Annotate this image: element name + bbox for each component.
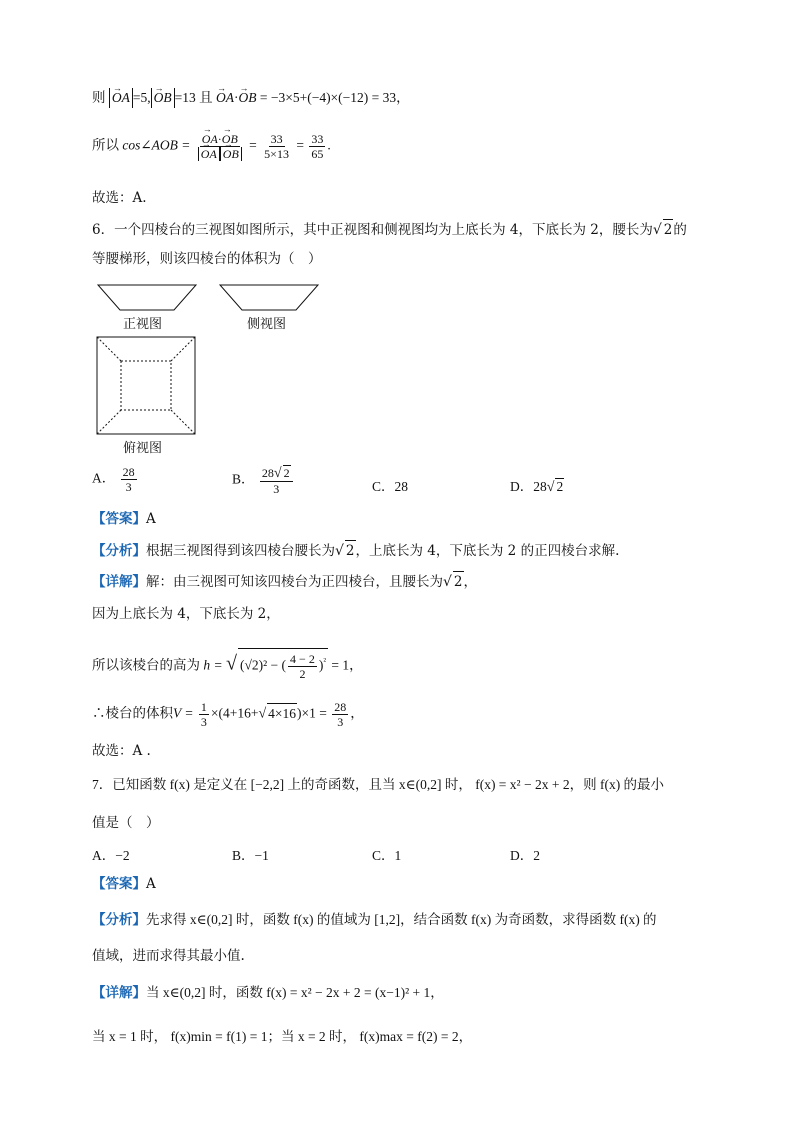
q7-choice-c[interactable]: C．1 — [372, 848, 402, 863]
text-value: =13 — [174, 90, 196, 105]
question-text-end: 的 — [673, 222, 687, 238]
q6-choice-b[interactable]: B． $\frac{28√ 2}{3}$ — [232, 465, 295, 496]
q6-choice-d[interactable]: D．28√ 2 — [510, 479, 564, 495]
front-view-label: 正视图 — [123, 317, 163, 332]
cosine-value-fraction: $\frac{33}{5\times 13}$ — [264, 132, 289, 161]
top-view-edge — [171, 410, 195, 434]
text-and: 且 — [199, 90, 213, 105]
top-view-edge — [97, 337, 121, 361]
text-prefix: 则 — [92, 90, 106, 105]
q6-select: 故选：A . — [92, 743, 151, 759]
q7-analysis-line1: 【分析】先求得 x∈(0,2] 时，函数 f(x) 的值域为 [1,2]，结合函数 f(x) 为奇函数，求得函数 f(x) 的 — [92, 912, 657, 927]
side-view-label: 侧视图 — [247, 317, 287, 332]
q7-answer: 【答案】A — [92, 876, 156, 892]
question-text: 一个四棱台的三视图如图所示，其中正视图和侧视图均为上底长为 4，下底长为 2，腰长为 — [114, 222, 653, 238]
q7-analysis-line2: 值域，进而求得其最小值. — [92, 948, 245, 964]
vector-ob-magnitude: → OB — [151, 88, 175, 108]
q6-volume-line: ∴棱台的体积V = $\frac{1}{3}$ ×(4+16+√ 4×16)×1 = $\frac{28}{3}$ ， — [92, 700, 364, 729]
cosine-expression: cos∠AOB = — [122, 137, 191, 153]
cosine-result-fraction: $\frac{33}{65}$ — [311, 132, 324, 161]
top-view-edge — [97, 410, 121, 434]
vector-ob: → OB — [239, 88, 257, 108]
text-prefix: 所以 — [92, 137, 119, 153]
q7-choice-d[interactable]: D．2 — [510, 848, 540, 863]
q6-choice-a[interactable]: A． $\frac{28}{3}$ — [92, 465, 135, 494]
cosine-formula-fraction: → OA·→ OB → OA→ OB — [196, 132, 244, 161]
front-view-trapezoid — [98, 285, 196, 310]
side-view-trapezoid — [220, 285, 318, 310]
q6-stem-line2: 等腰梯形，则该四棱台的体积为（ ） — [92, 251, 322, 267]
q6-height-line: 所以该棱台的高为 h = √ (√2)² − ( $\frac{4 - 2}{2}$ )$^{^2}$ = 1， — [92, 648, 363, 683]
q7-stem-line1: 7．已知函数 f(x) 是定义在 [−2,2] 上的奇函数，且当 x∈(0,2] 时， f(x) = x² − 2x + 2，则 f(x) 的最小 — [92, 777, 665, 792]
q6-analysis: 【分析】根据三视图得到该四棱台腰长为√ 2，上底长为 4，下底长为 2 的正四棱台求解. — [92, 540, 619, 561]
period: . — [327, 137, 331, 153]
equals-sign: = — [296, 137, 304, 153]
solution-line-magnitudes: 则 → OA =5,→ OB =13 且 → OA·→ OB = −3×5+(−4)×(−12) = 33， — [92, 88, 410, 108]
vector-oa-magnitude: → OA — [109, 88, 133, 108]
q7-stem-line2: 值是（ ） — [92, 815, 160, 831]
top-view-edge — [171, 337, 195, 361]
text-value: =5, — [132, 90, 151, 105]
top-view-inner-square — [121, 361, 171, 410]
q6-answer: 【答案】A — [92, 511, 156, 527]
q7-choice-b[interactable]: B．−1 — [232, 848, 269, 863]
solution-line-cosine: 所以 cos∠AOB = → OA·→ OB → OA→ OB = $\frac{33}{5\times 13}$ = $\frac{33}{65}$ . — [92, 132, 331, 161]
q7-detail-line2: 当 x = 1 时， f(x)min = f(1) = 1；当 x = 2 时， f(x)max = f(2) = 2， — [92, 1029, 473, 1044]
top-view-label: 俯视图 — [123, 441, 163, 456]
dot-product-result: = −3×5+(−4)×(−12) = 33， — [259, 90, 410, 105]
three-view-diagram — [92, 280, 332, 452]
q6-detail: 【详解】解：由三视图可知该四棱台为正四棱台，且腰长为√ 2， — [92, 571, 477, 592]
question-number: 6． — [92, 222, 115, 238]
q6-because: 因为上底长为 4，下底长为 2， — [92, 606, 280, 622]
q7-detail-line1: 【详解】当 x∈(0,2] 时，函数 f(x) = x² − 2x + 2 = (x−1)² + 1， — [92, 985, 444, 1000]
sqrt-value: 2 — [663, 219, 674, 240]
q6-stem-line1: 6．一个四棱台的三视图如图所示，其中正视图和侧视图均为上底长为 4，下底长为 2，腰长为√ 2的 — [92, 219, 687, 240]
vector-oa: → OA — [216, 88, 234, 108]
q6-choice-c[interactable]: C．28 — [372, 479, 409, 494]
q7-choice-a[interactable]: A．−2 — [92, 848, 130, 863]
select-answer-line: 故选：A. — [92, 190, 147, 206]
